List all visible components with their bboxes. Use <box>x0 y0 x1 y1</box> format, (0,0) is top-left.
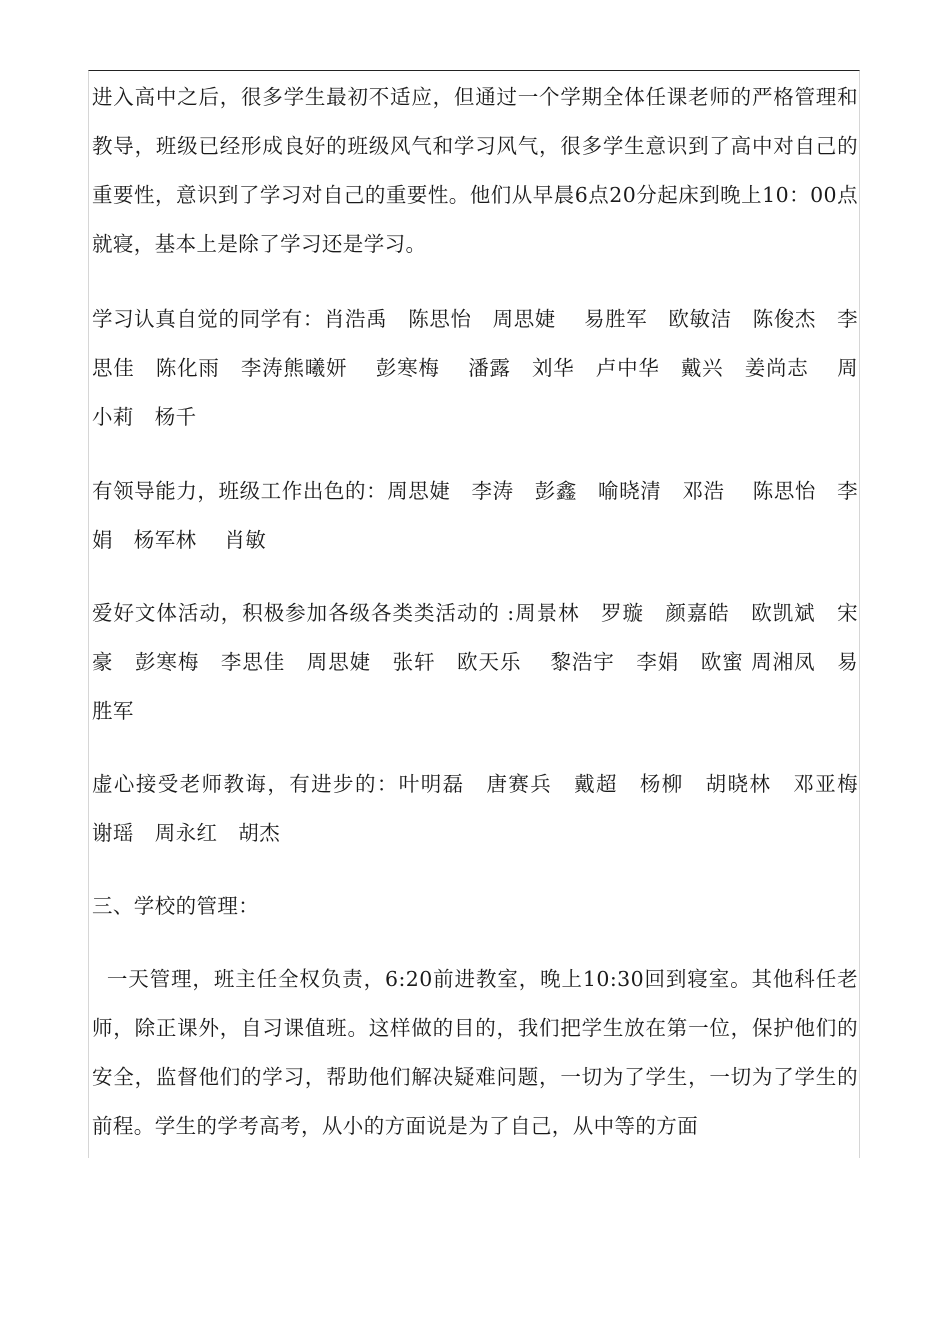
paragraph-daily-management: 一天管理，班主任全权负责，6:20前进教室，晚上10:30回到寝室。其他科任老师，除正课外，自习课值班。这样做的目的，我们把学生放在第一位，保护他们的安全，监督他们的学习，帮助他们解决疑难问题，一切为了学生，一切为了学生的前程。学生的学考高考，从小的方面说是为了自己，从中等的方面 <box>92 967 858 1138</box>
paragraph-intro: 进入高中之后，很多学生最初不适应，但通过一个学期全体任课老师的严格管理和教导，班级已经形成良好的班级风气和学习风气，很多学生意识到了高中对自己的重要性，意识到了学习对自己的重要性。他们从早晨6点20分起床到晚上10：00点就寝，基本上是除了学习还是学习。 <box>92 85 858 256</box>
paragraph-diligent-students: 学习认真自觉的同学有：肖浩禹 陈思怡 周思婕 易胜军 欧敏洁 陈俊杰 李思佳 陈化雨 李涛熊曦妍 彭寒梅 潘露 刘华 卢中华 戴兴 姜尚志 周小莉 杨千 <box>92 307 858 429</box>
paragraph-leadership-students: 有领导能力，班级工作出色的：周思婕 李涛 彭鑫 喻晓清 邓浩 陈思怡 李娟 杨军林 肖敏 <box>92 479 858 552</box>
paragraph-activity-students: 爱好文体活动，积极参加各级各类类活动的 :周景林 罗璇 颜嘉皓 欧凯斌 宋豪 彭寒梅 李思佳 周思婕 张轩 欧天乐 黎浩宇 李娟 欧蜜 周湘凤 易胜军 <box>92 601 858 723</box>
section-heading-school-management: 三、学校的管理： <box>92 894 260 918</box>
paragraph-improved-students: 虚心接受老师教诲，有进步的：叶明磊 唐赛兵 戴超 杨柳 胡晓林 邓亚梅 谢瑶 周永红 胡杰 <box>92 772 879 845</box>
